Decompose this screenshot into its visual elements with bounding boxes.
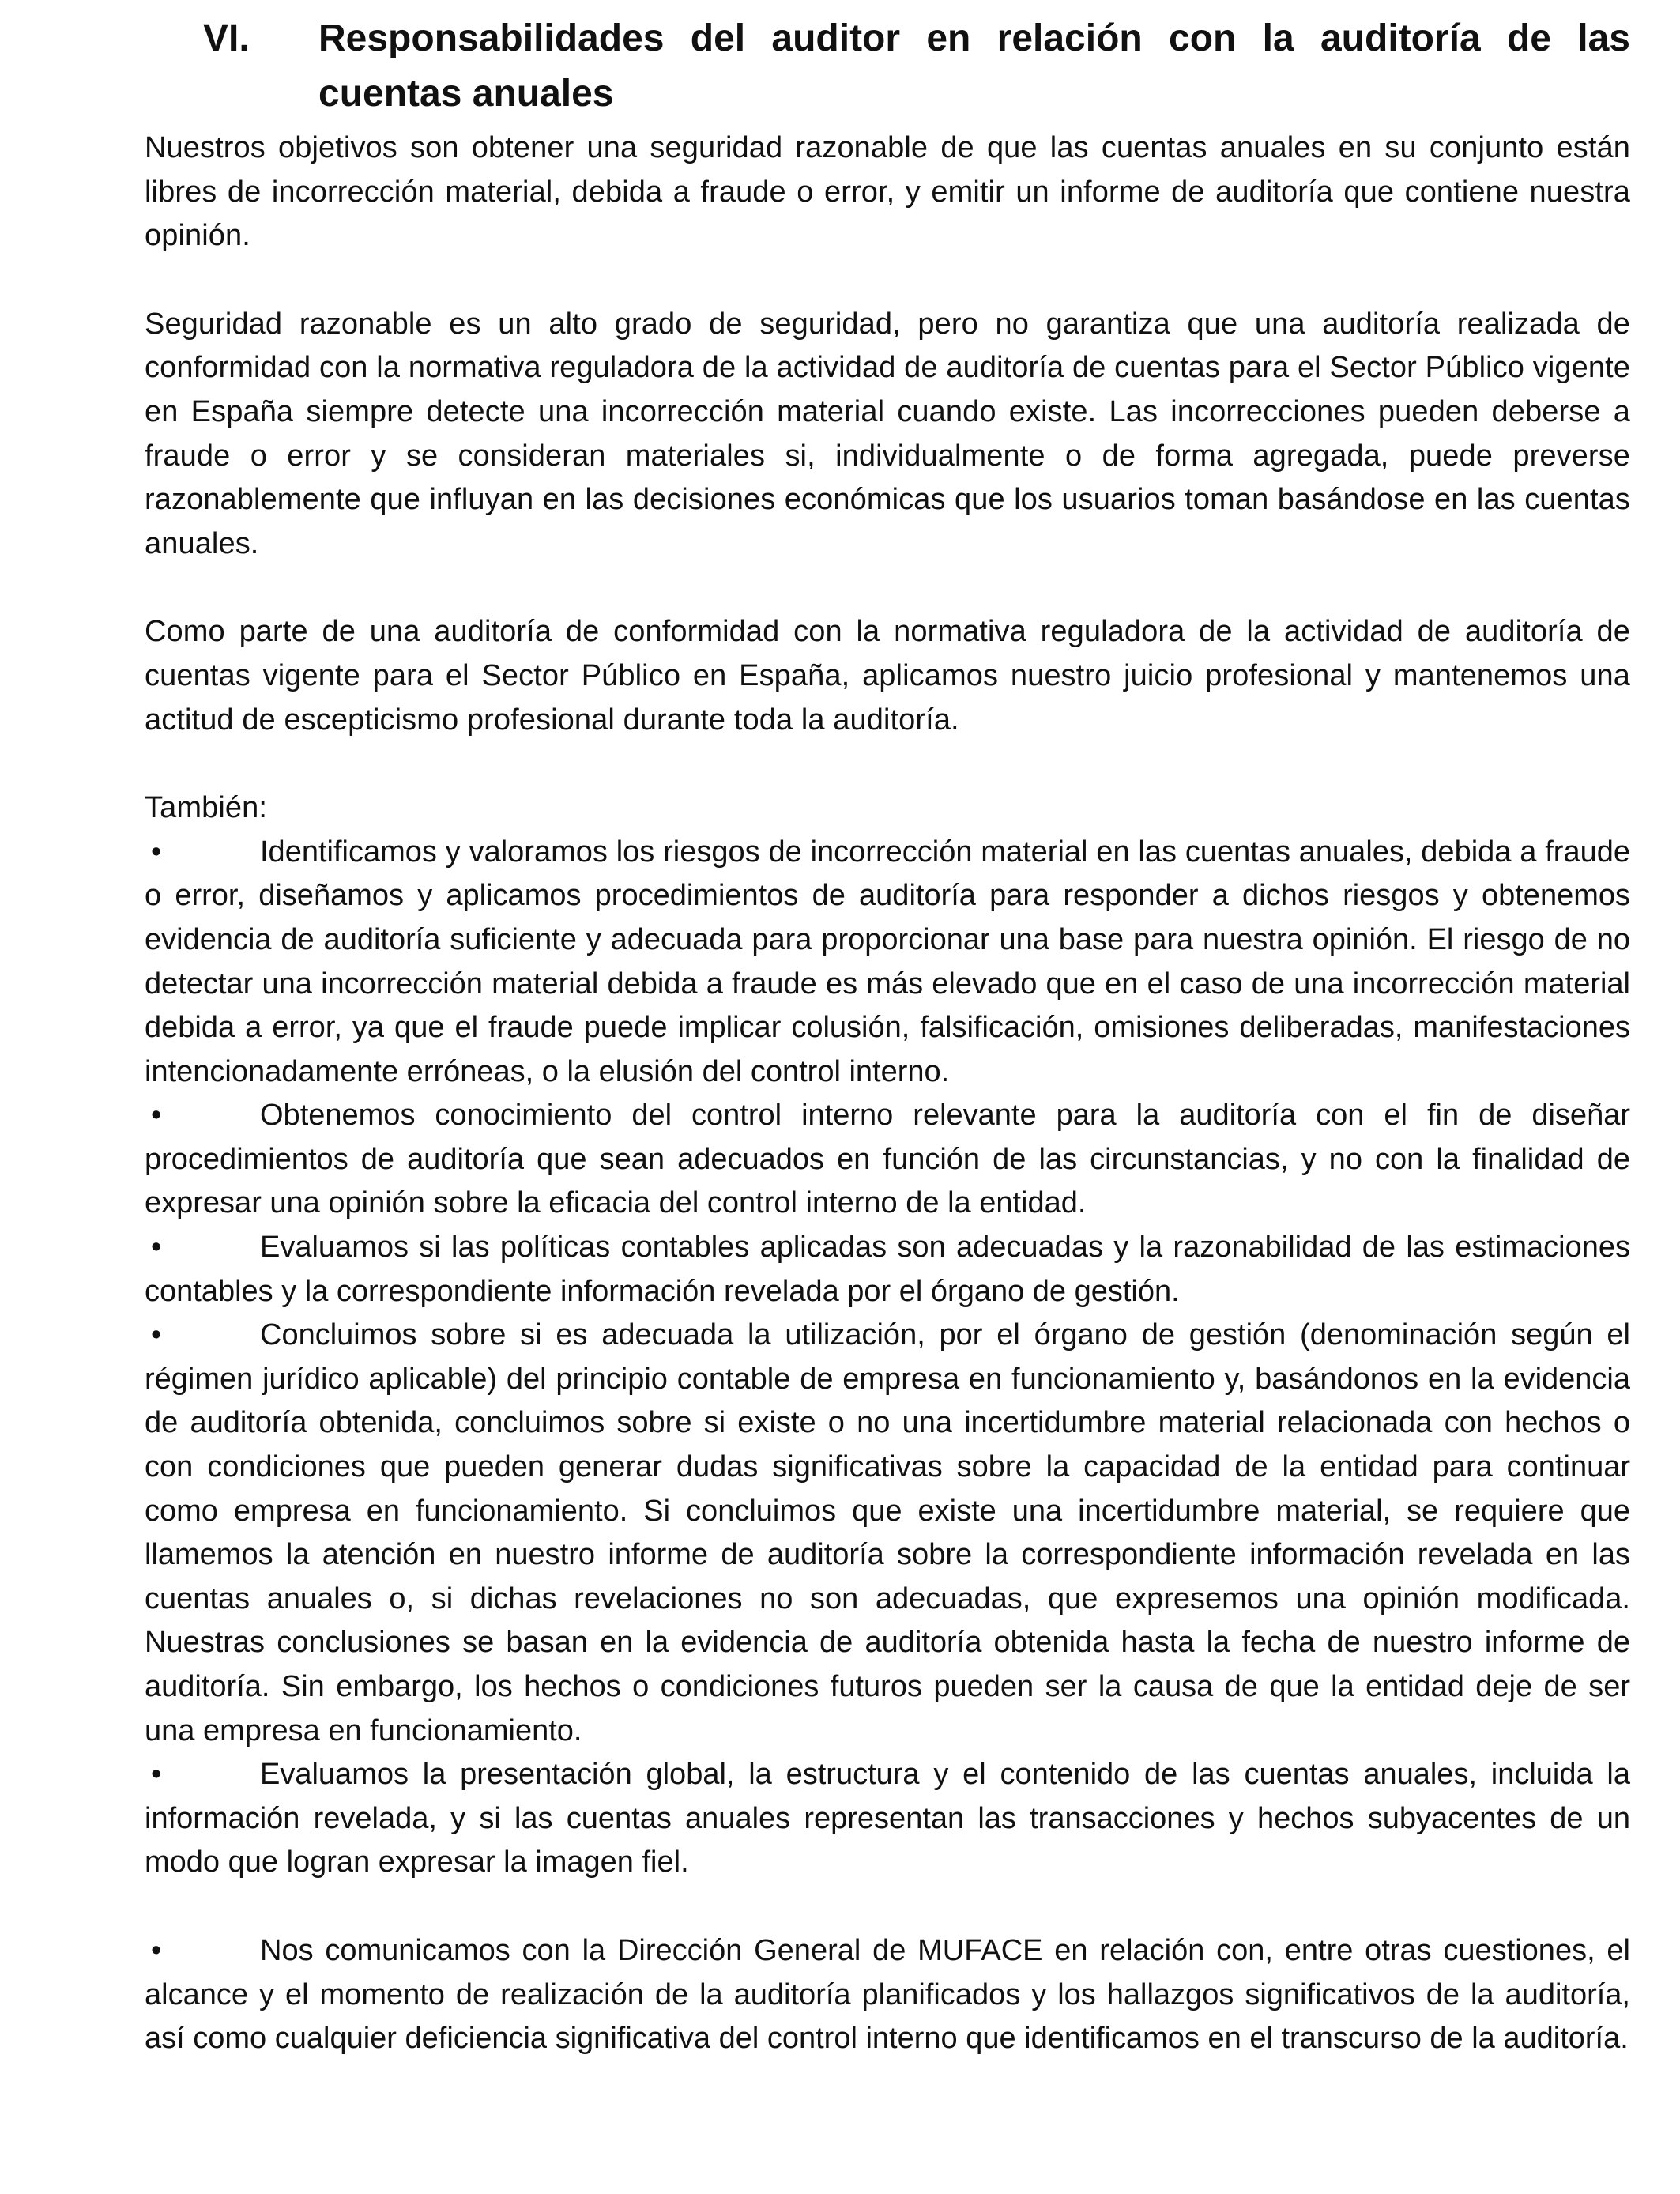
- document-page: [145, 11, 1630, 2061]
- section-heading: [145, 11, 1630, 122]
- bullet-icon: •: [151, 1099, 162, 1133]
- bullet-text: Evaluamos si las políticas contables aplicadas son adecuadas y la razonabilidad de las estimaciones contables y la correspondiente información revelada por el órgano de gestión.: [145, 1231, 1630, 1308]
- bullet-item: [145, 1226, 1630, 1314]
- bullet-item: [145, 831, 1630, 1095]
- bullet-icon: •: [151, 1758, 162, 1792]
- bullet-text: Identificamos y valoramos los riesgos de incorrección material en las cuentas anuales, debida a fraude o error, diseñamos y aplicamos procedimientos de auditoría para responder a dichos riesgos y obtenemos evidencia de auditoría suficiente y adecuada para proporcionar una base para nuestra opinión. El riesgo de no detectar una incorrección material debida a fraude es más elevado que en el caso de una incorrección material debida a error, ya que el fraude puede implicar colusión, falsificación, omisiones deliberadas, manifestaciones intencionadamente erróneas, o la elusión del control interno.: [145, 835, 1630, 1088]
- bullet-text: Nos comunicamos con la Dirección General de MUFACE en relación con, entre otras cuestiones, el alcance y el momento de realización de la auditoría planificados y los hallazgos significativos de la auditoría, así como cualquier deficiencia significativa del control interno que identificamos en el transcurso de la auditoría.: [145, 1933, 1630, 2056]
- bullet-text: Obtenemos conocimiento del control interno relevante para la auditoría con el fin de diseñar procedimientos de auditoría que sean adecuados en función de las circunstancias, y no con la finalidad de expresar una opinión sobre la eficacia del control interno de la entidad.: [145, 1099, 1630, 1220]
- section-title: Responsabilidades del auditor en relación con la auditoría de las cuentas anuales: [318, 17, 1630, 115]
- paragraph-professional-judgement: Como parte de una auditoría de conformidad con la normativa reguladora de la actividad de auditoría de cuentas vigente para el Sector Público en España, aplicamos nuestro juicio profesional y mantenemos una actitud de escepticismo profesional durante toda la auditoría.: [145, 615, 1630, 737]
- bullet-icon: •: [151, 1933, 162, 1967]
- bullet-text: Evaluamos la presentación global, la estructura y el contenido de las cuentas anuales, incluida la información revelada, y si las cuentas anuales representan las transacciones y hechos subyacentes de un modo que logran expresar la imagen fiel.: [145, 1758, 1630, 1879]
- bullet-item-final: [145, 1929, 1630, 2061]
- bullet-icon: •: [151, 1231, 162, 1265]
- also-label: También:: [145, 791, 267, 825]
- paragraph-objectives: Nuestros objetivos son obtener una seguridad razonable de que las cuentas anuales en su conjunto están libres de incorrección material, debida a fraude o error, y emitir un informe de auditoría que contiene nuestra opinión.: [145, 131, 1630, 253]
- bullet-icon: •: [151, 835, 162, 869]
- bullet-text: Concluimos sobre si es adecuada la utilización, por el órgano de gestión (denominación según el régimen jurídico aplicable) del principio contable de empresa en funcionamiento y, basándonos en la evidencia de auditoría obtenida, concluimos sobre si existe o no una incertidumbre material relacionada con hechos o con condiciones que pueden generar dudas significativas sobre la capacidad de la entidad para continuar como empresa en funcionamiento. Si concluimos que existe una incertidumbre material, se requiere que llamemos la atención en nuestro informe de auditoría sobre la correspondiente información revelada en las cuentas anuales o, si dichas revelaciones no son adecuadas, que expresemos una opinión modificada. Nuestras conclusiones se basan en la evidencia de auditoría obtenida hasta la fecha de nuestro informe de auditoría. Sin embargo, los hechos o condiciones futuros pueden ser la causa de que la entidad deje de ser una empresa en funcionamiento.: [145, 1318, 1630, 1747]
- bullet-item: [145, 1753, 1630, 1885]
- bullet-item: [145, 1094, 1630, 1226]
- paragraph-reasonable-assurance: Seguridad razonable es un alto grado de seguridad, pero no garantiza que una auditoría realizada de conformidad con la normativa reguladora de la actividad de auditoría de cuentas para el Sector Público vigente en España siempre detecte una incorrección material cuando existe. Las incorrecciones pueden deberse a fraude o error y se consideran materiales si, individualmente o de forma agregada, puede preverse razonablemente que influyan en las decisiones económicas que los usuarios toman basándose en las cuentas anuales.: [145, 307, 1630, 560]
- bullet-icon: •: [151, 1318, 162, 1352]
- bullet-item: [145, 1314, 1630, 1753]
- section-number: VI.: [203, 17, 250, 59]
